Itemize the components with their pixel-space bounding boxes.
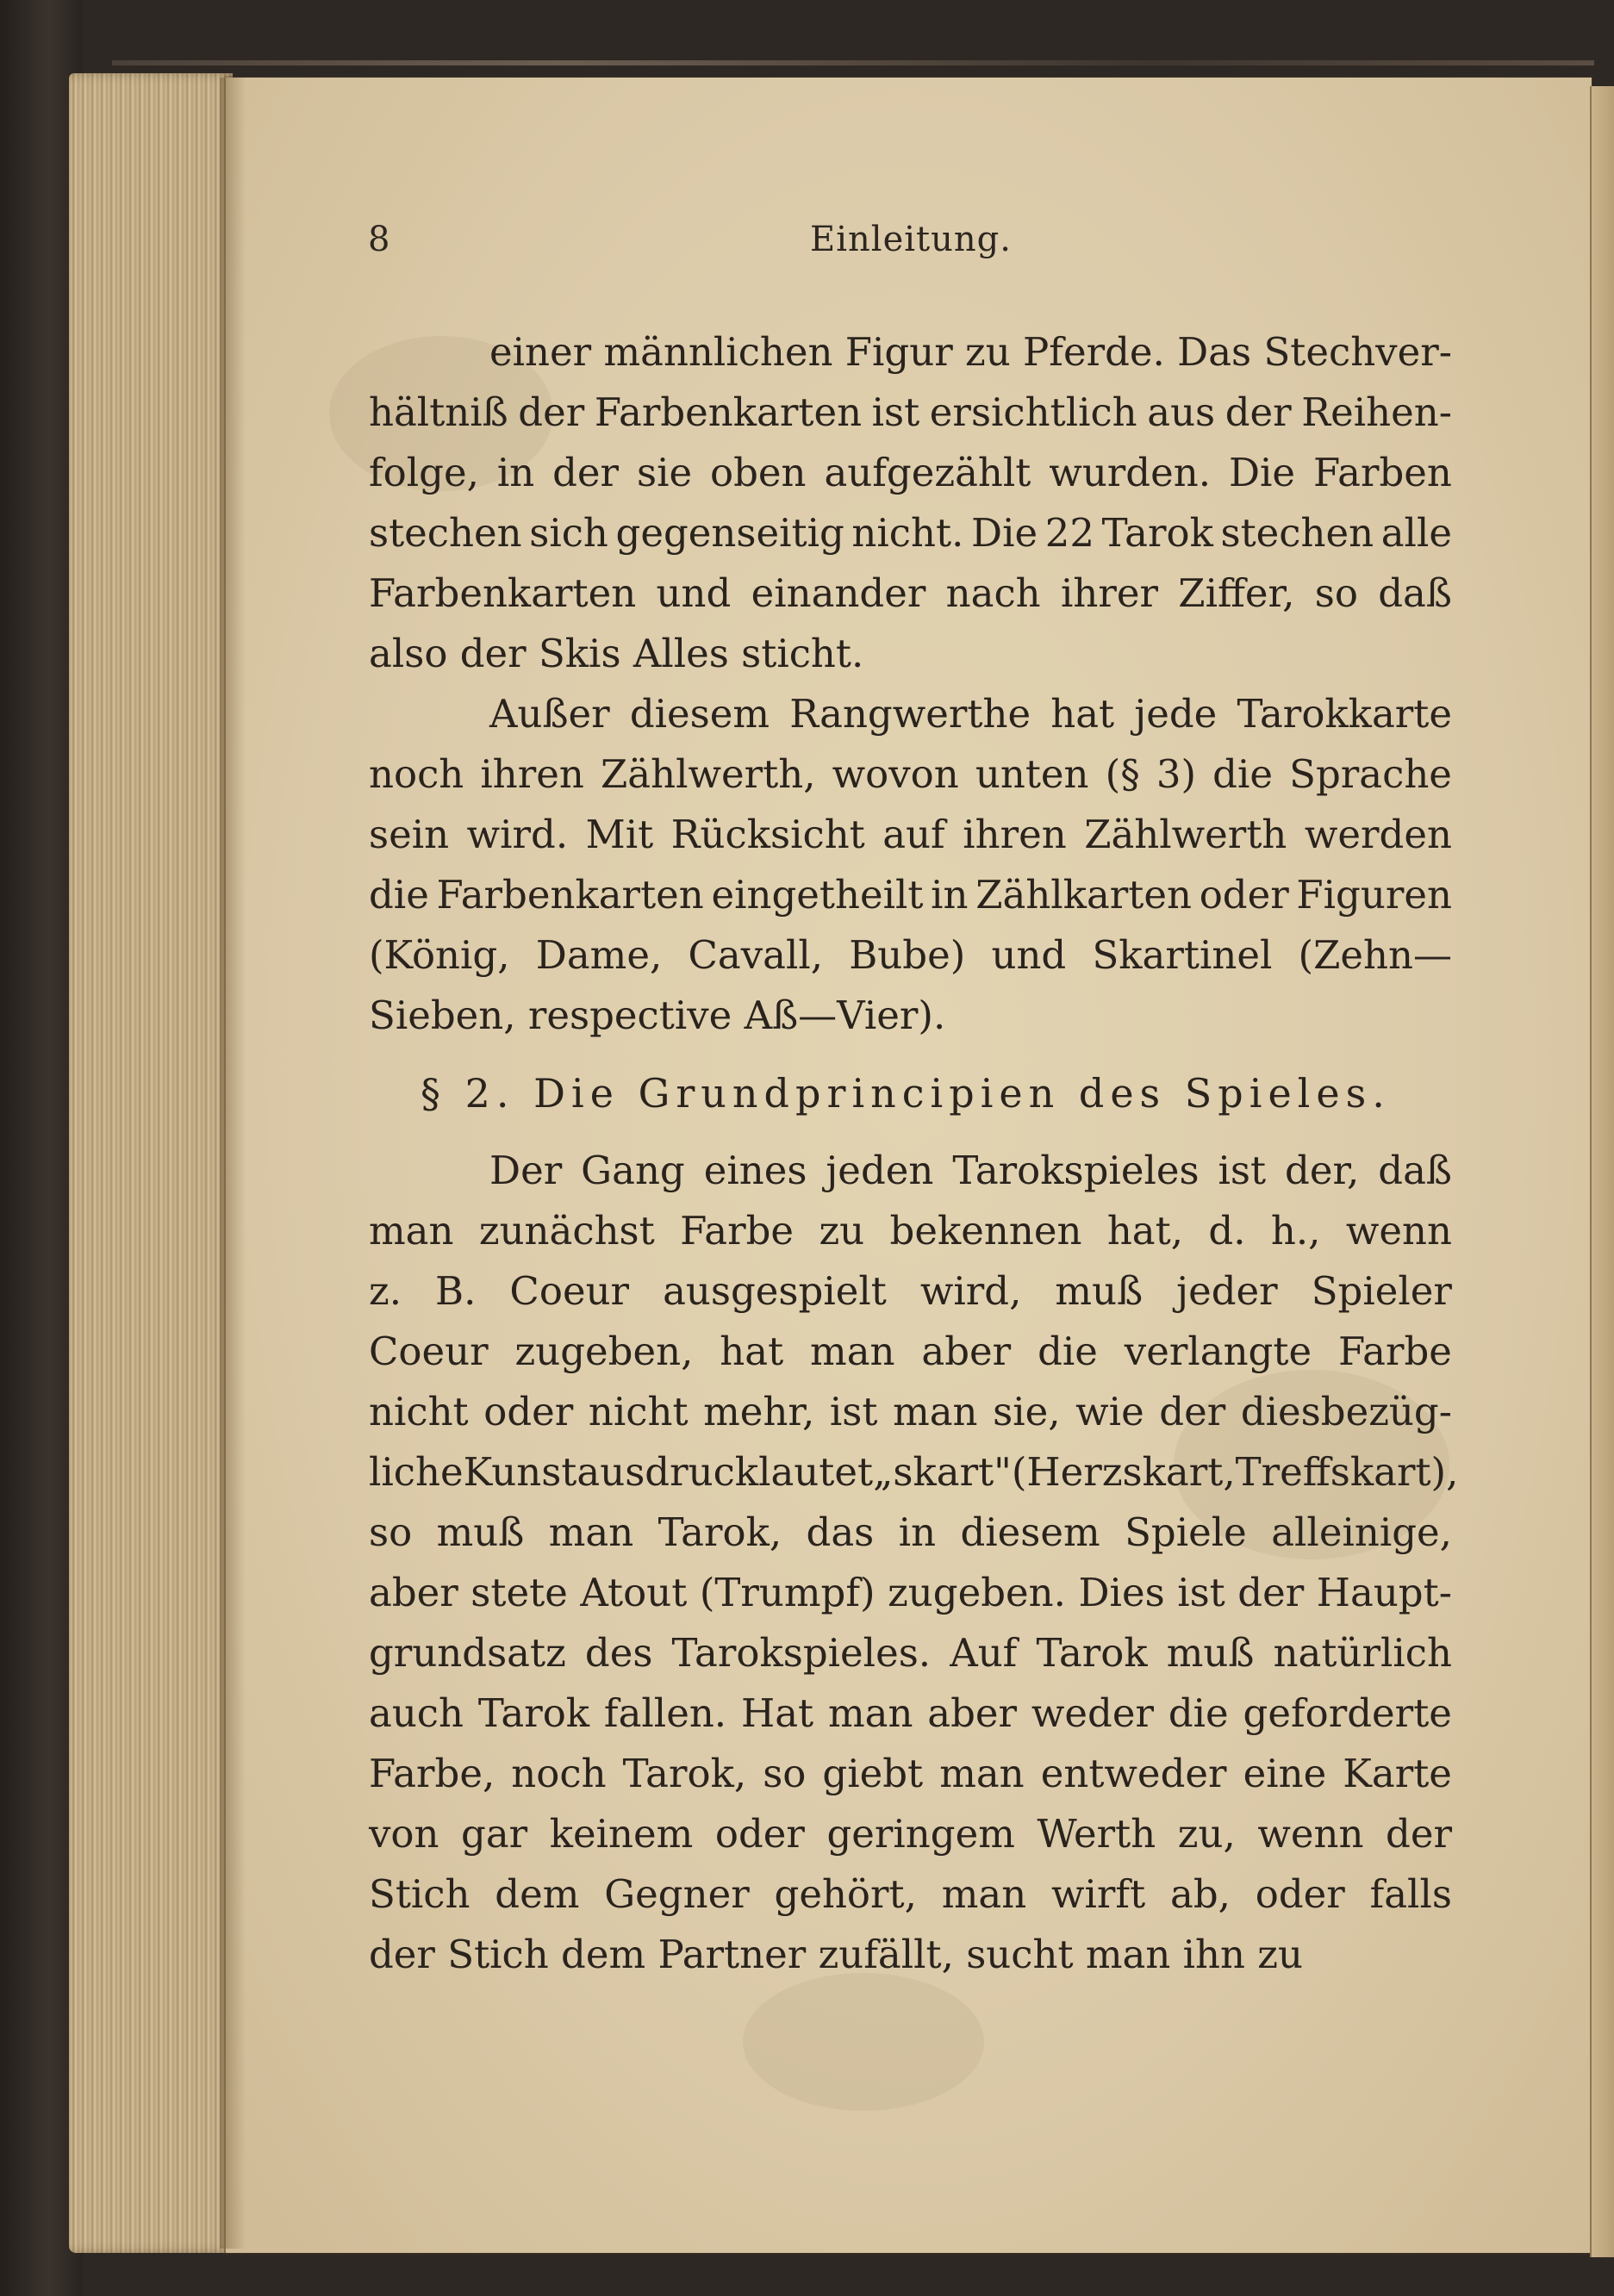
- text-line: noch ihren Zählwerth, wovon unten (§ 3) die Sprache: [369, 751, 1452, 797]
- text-line: grundsatz des Tarokspieles. Auf Tarok muß natürlich: [369, 1630, 1452, 1676]
- body-text: [369, 322, 1459, 1985]
- paragraph: [369, 322, 1452, 684]
- text-line: der Stich dem Partner zufällt, sucht man ihn zu: [369, 1932, 1303, 1977]
- cover-top-edge: [112, 60, 1594, 65]
- text-line: Stich dem Gegner gehört, man wirft ab, oder falls: [369, 1871, 1452, 1917]
- page-number: 8: [368, 220, 390, 259]
- text-line: liche Kunstausdruck lautet „skart" (Herz skart, Treff skart),: [369, 1449, 1459, 1495]
- text-line: Farbenkarten und einander nach ihrer Ziffer, so daß: [369, 570, 1452, 616]
- text-line: stechen sich gegenseitig nicht. Die 22 Tarok stechen alle: [369, 510, 1452, 556]
- text-line: also der Skis Alles sticht.: [369, 631, 864, 676]
- text-line: nicht oder nicht mehr, ist man sie, wie der diesbezüg-: [369, 1389, 1452, 1434]
- text-line: auch Tarok fallen. Hat man aber weder die geforderte: [369, 1690, 1452, 1736]
- text-line: einer männlichen Figur zu Pferde. Das Stechver-: [489, 329, 1452, 375]
- text-line: Der Gang eines jeden Tarokspieles ist der, daß: [489, 1148, 1452, 1193]
- text-line: von gar keinem oder geringem Werth zu, wenn der: [369, 1811, 1452, 1857]
- page-stack-edges: [69, 73, 233, 2253]
- paragraph: [369, 1141, 1459, 1985]
- text-line: Außer diesem Rangwerthe hat jede Tarokkarte: [489, 691, 1452, 737]
- text-line: hältniß der Farbenkarten ist ersichtlich aus der Reihen-: [369, 389, 1452, 435]
- page-header: [368, 220, 1454, 280]
- page-gutter-shadow: [220, 78, 246, 2249]
- paragraph: [369, 684, 1452, 1046]
- text-line: (König, Dame, Cavall, Bube) und Skartinel (Zehn—: [369, 932, 1452, 978]
- text-line: sein wird. Mit Rücksicht auf ihren Zählwerth werden: [369, 812, 1452, 857]
- facing-page-edge: [1590, 86, 1614, 2257]
- text-line: man zunächst Farbe zu bekennen hat, d. h., wenn: [369, 1208, 1452, 1254]
- text-line: Farbe, noch Tarok, so giebt man entweder eine Karte: [369, 1751, 1452, 1796]
- text-line: aber stete Atout (Trumpf) zugeben. Dies ist der Haupt-: [369, 1570, 1452, 1615]
- text-line: Sieben, respective Aß—Vier).: [369, 992, 946, 1038]
- text-line: z. B. Coeur ausgespielt wird, muß jeder Spieler: [369, 1268, 1452, 1314]
- section-heading: § 2. Die Grundprincipien des Spieles.: [421, 1070, 1391, 1117]
- text-line: so muß man Tarok, das in diesem Spiele alleinige,: [369, 1509, 1452, 1555]
- text-line: folge, in der sie oben aufgezählt wurden. Die Farben: [369, 450, 1452, 495]
- text-line: die Farbenkarten eingetheilt in Zählkarten oder Figuren: [369, 872, 1452, 918]
- text-line: Coeur zugeben, hat man aber die verlangte Farbe: [369, 1328, 1452, 1374]
- paper-stain: [743, 1973, 984, 2111]
- running-head: Einleitung.: [810, 220, 1012, 259]
